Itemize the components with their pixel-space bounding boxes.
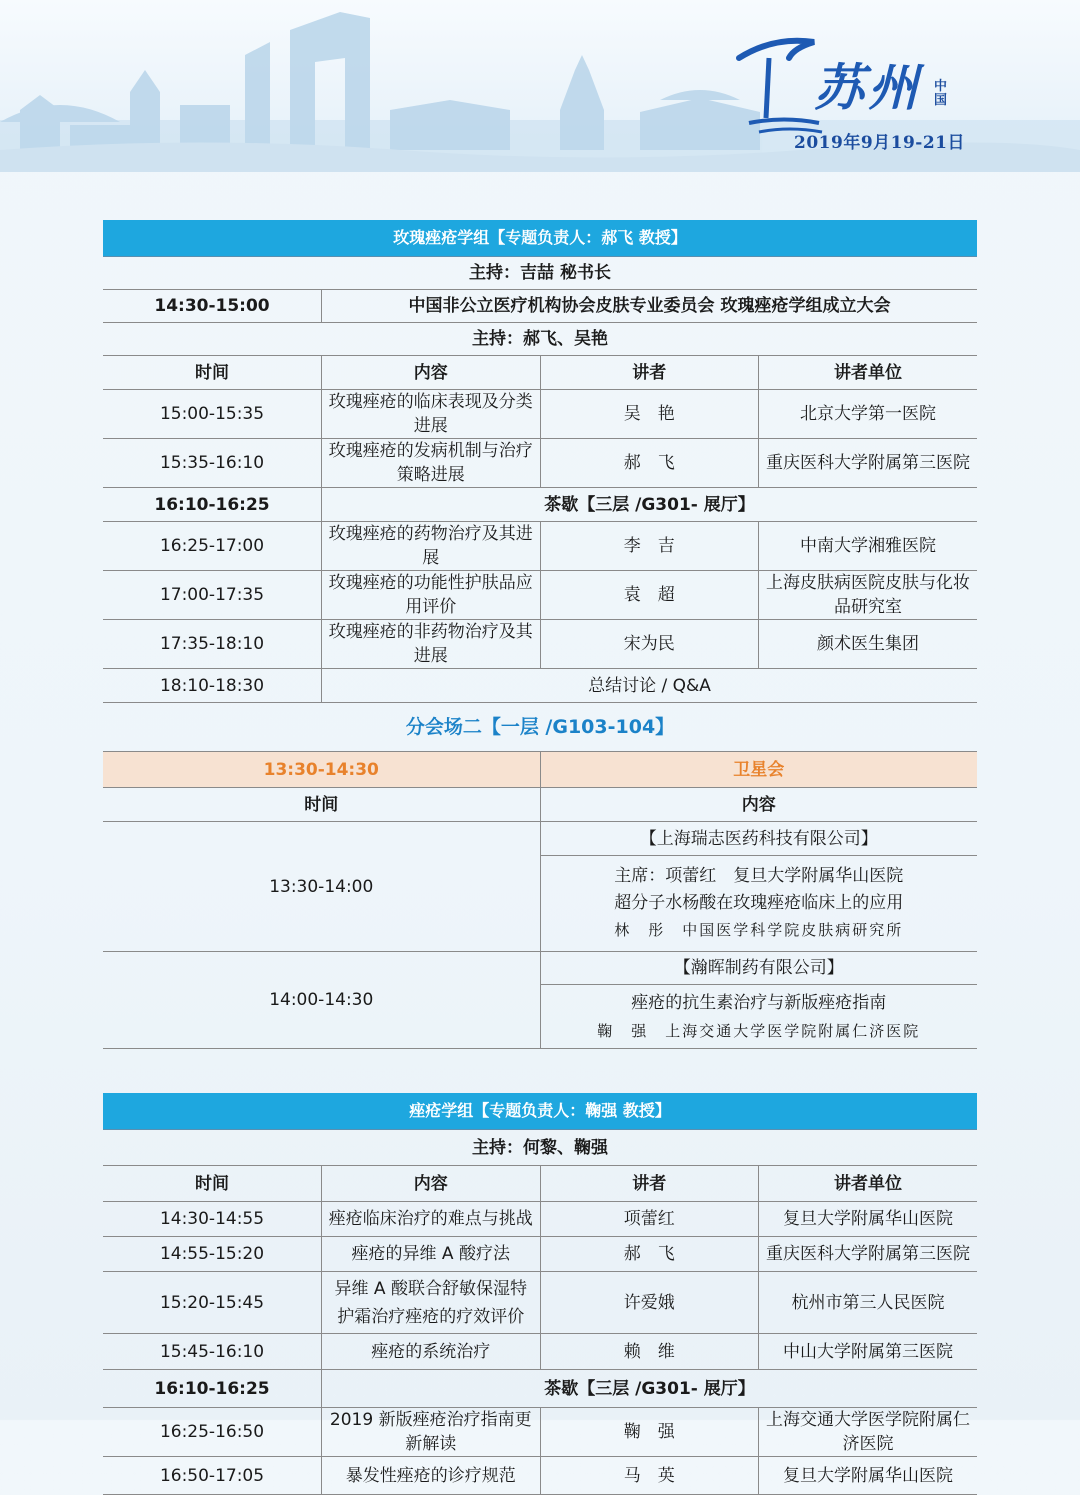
table-row [103,1457,977,1495]
header-speaker: 讲者 [540,1166,759,1202]
row-time: 16:25-17:00 [103,522,322,571]
session-topic: 痤疮的抗生素治疗与新版痤疮指南 [631,992,887,1013]
section-header-row [103,220,977,257]
event-logo [734,28,994,158]
row-speaker: 许爱娥 [540,1272,759,1334]
row-affil: 复旦大学附属华山医院 [759,1457,978,1495]
table-row [103,620,977,669]
header-content: 内容 [322,1166,541,1202]
satellite-time: 13:30-14:30 [103,752,540,788]
table-row [103,952,977,985]
row-speaker: 郝 飞 [540,439,759,488]
row-time: 13:30-14:00 [103,822,540,952]
logo-country: 中国 [934,79,948,108]
break-time: 16:10-16:25 [103,488,322,522]
row-time: 14:30-14:55 [103,1202,322,1237]
row-content: 暴发性痤疮的诊疗规范 [322,1457,541,1495]
row-content: 玫瑰痤疮的发病机制与治疗策略进展 [322,439,541,488]
host-row [103,1130,977,1166]
row-affil: 重庆医科大学附属第三医院 [759,439,978,488]
table-row [103,439,977,488]
row-affil: 中山大学附属第三医院 [759,1334,978,1370]
row-time: 16:50-17:05 [103,1457,322,1495]
row-content: 异维 A 酸联合舒敏保湿特护霜治疗痤疮的疗效评价 [322,1272,541,1334]
acne-schedule-table [103,1093,977,1495]
host-label: 主持：何黎、鞠强 [103,1130,977,1166]
header-affil: 讲者单位 [759,356,978,390]
header-speaker: 讲者 [540,356,759,390]
row-content: 2019 新版痤疮治疗指南更新解读 [322,1408,541,1457]
row-time: 15:35-16:10 [103,439,322,488]
table-row [103,1237,977,1272]
roof-brush-icon [734,28,824,138]
row-time: 17:35-18:10 [103,620,322,669]
section-spacer [103,1049,977,1093]
header-banner [0,0,1080,172]
row-content: 玫瑰痤疮的临床表现及分类进展 [322,390,541,439]
satellite-row [103,752,977,788]
section-header-row [103,1093,977,1130]
row-content: 玫瑰痤疮的药物治疗及其进展 [322,522,541,571]
table-row [103,390,977,439]
row-time: 14:00-14:30 [103,952,540,1049]
row-content: 痤疮临床治疗的难点与挑战 [322,1202,541,1237]
row-time: 14:30-15:00 [103,290,322,323]
session-detail [540,985,977,1049]
row-speaker: 宋为民 [540,620,759,669]
logo-date: 2019年9月19-21日 [794,133,966,153]
sponsor-company: 【瀚晖制药有限公司】 [540,952,977,985]
row-content: 中国非公立医疗机构协会皮肤专业委员会 玫瑰痤疮学组成立大会 [322,290,978,323]
header-content: 内容 [322,356,541,390]
row-affil: 杭州市第三人民医院 [759,1272,978,1334]
row-speaker: 马 英 [540,1457,759,1495]
rosacea-schedule-table [103,220,977,703]
row-time: 18:10-18:30 [103,669,322,703]
header-time: 时间 [103,356,322,390]
break-content: 茶歇【三层 /G301- 展厅】 [322,1370,978,1408]
row-time: 15:20-15:45 [103,1272,322,1334]
session-topic: 超分子水杨酸在玫瑰痤疮临床上的应用 [614,893,904,913]
host-label: 主持：吉喆 秘书长 [103,257,977,290]
satellite-label: 卫星会 [540,752,977,788]
sponsor-company: 【上海瑞志医药科技有限公司】 [540,822,977,856]
column-header-row [103,1166,977,1202]
row-affil: 重庆医科大学附属第三医院 [759,1237,978,1272]
table-row [103,1202,977,1237]
table-row [103,522,977,571]
row-content: 痤疮的系统治疗 [322,1334,541,1370]
host-row [103,257,977,290]
row-speaker: 项蕾红 [540,1202,759,1237]
satellite-schedule-table [103,703,977,1049]
row-speaker: 袁 超 [540,571,759,620]
summary-row [103,669,977,703]
row-affil: 中南大学湘雅医院 [759,522,978,571]
venue-title: 分会场二【一层 /G103-104】 [405,716,675,738]
session-detail [540,856,977,952]
row-affil: 复旦大学附属华山医院 [759,1202,978,1237]
header-time: 时间 [103,1166,322,1202]
table-row [103,290,977,323]
session-chair: 主席：项蕾红 复旦大学附属华山医院 [614,866,904,886]
break-time: 16:10-16:25 [103,1370,322,1408]
row-content: 总结讨论 / Q&A [322,669,978,703]
row-affil: 颜术医生集团 [759,620,978,669]
table-row [103,1334,977,1370]
row-content: 玫瑰痤疮的功能性护肤品应用评价 [322,571,541,620]
logo-city: 苏州 [814,58,922,117]
table-row [103,1408,977,1457]
row-speaker: 吴 艳 [540,390,759,439]
row-speaker: 赖 维 [540,1334,759,1370]
session-speaker: 鞠 强 上海交通大学医学院附属仁济医院 [597,1021,921,1040]
break-row [103,488,977,522]
row-time: 17:00-17:35 [103,571,322,620]
session-speaker: 林 彤 中国医学科学院皮肤病研究所 [614,921,904,939]
host-row [103,323,977,356]
header-content: 内容 [540,788,977,822]
row-time: 16:25-16:50 [103,1408,322,1457]
row-affil: 上海交通大学医学院附属仁济医院 [759,1408,978,1457]
row-time: 15:00-15:35 [103,390,322,439]
row-speaker: 鞠 强 [540,1408,759,1457]
row-content: 玫瑰痤疮的非药物治疗及其进展 [322,620,541,669]
venue-row [103,703,977,752]
header-time: 时间 [103,788,540,822]
program-content [103,220,977,1495]
row-content: 痤疮的异维 A 酸疗法 [322,1237,541,1272]
table-row [103,1272,977,1334]
row-time: 15:45-16:10 [103,1334,322,1370]
column-header-row [103,788,977,822]
host-label: 主持：郝飞、吴艳 [103,323,977,356]
section-title: 痤疮学组【专题负责人：鞠强 教授】 [103,1093,977,1130]
row-speaker: 郝 飞 [540,1237,759,1272]
table-row [103,822,977,856]
break-row [103,1370,977,1408]
row-speaker: 李 吉 [540,522,759,571]
row-affil: 上海皮肤病医院皮肤与化妆品研究室 [759,571,978,620]
table-row [103,571,977,620]
column-header-row [103,356,977,390]
row-time: 14:55-15:20 [103,1237,322,1272]
row-affil: 北京大学第一医院 [759,390,978,439]
section-title: 玫瑰痤疮学组【专题负责人：郝飞 教授】 [103,220,977,257]
break-content: 茶歇【三层 /G301- 展厅】 [322,488,978,522]
header-affil: 讲者单位 [759,1166,978,1202]
